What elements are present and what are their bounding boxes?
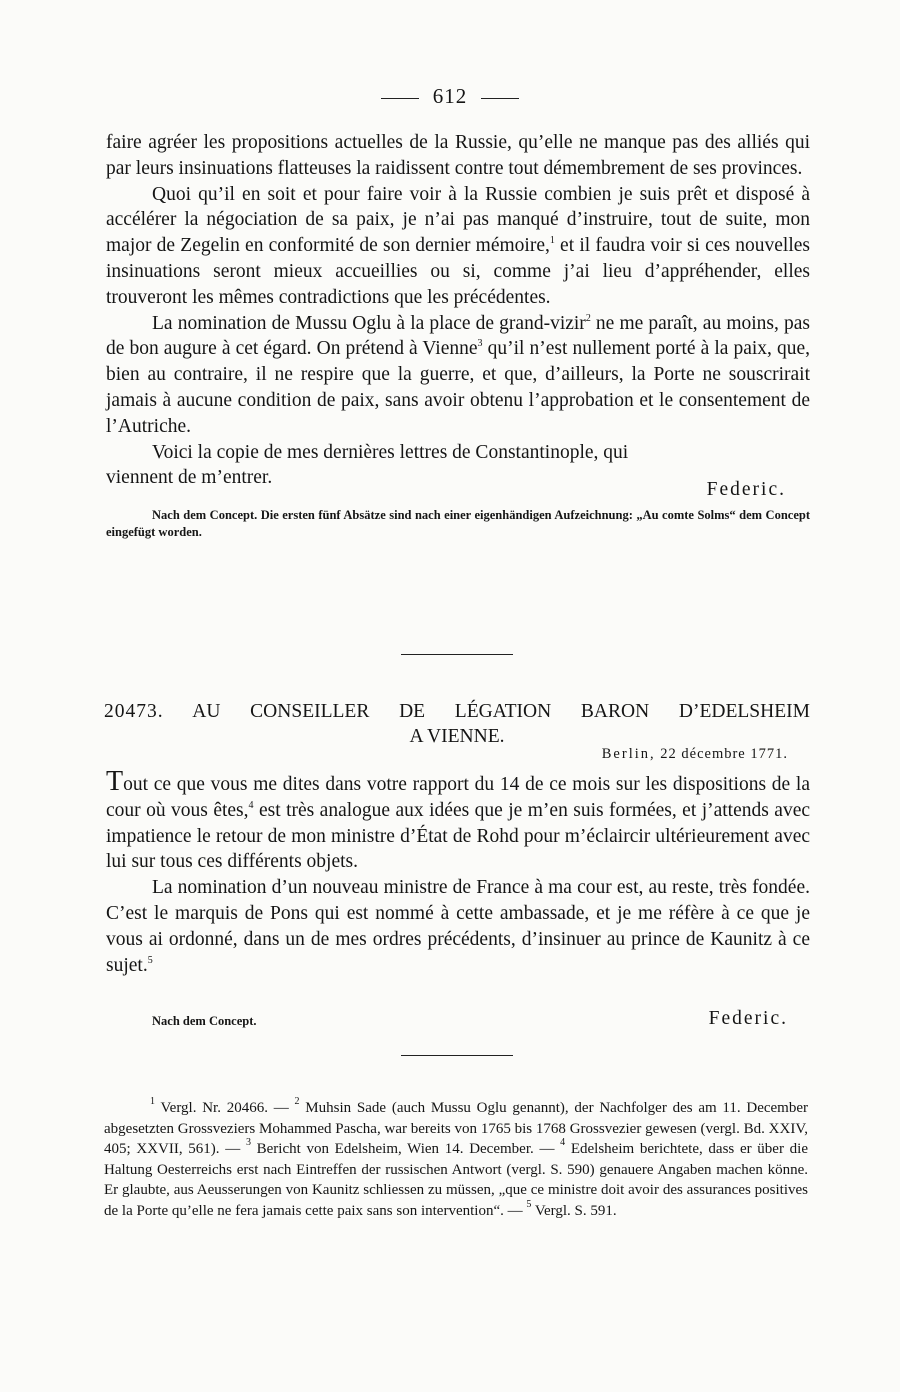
letter-destination: A VIENNE. — [409, 726, 505, 747]
footnote-mark-2: 2 — [294, 1096, 300, 1107]
closing-line — [106, 465, 810, 501]
source-note: Nach dem Concept. Die ersten fünf Absätze sind nach einer eigenhändigen Aufzeichnung: „Au comte Solms“ dem Concept eingefügt worden. — [106, 508, 810, 540]
footnote-ref-5: 5 — [147, 954, 153, 966]
footnote-2: Muhsin Sade (auch Mussu Oglu genannt), der Nachfolger des am 11. December abgesetzten Grossveziers Mohammed Pascha, war bereits von 1765 bis 1768 Grossvezier gewesen (vergl. Bd. XXIV, 405; XXVII, 561). — — [104, 1100, 809, 1157]
paragraph-4-end: viennent de m’entrer. — [106, 467, 273, 489]
signature: Federic. — [706, 479, 786, 501]
letter-number: 20473. — [104, 701, 164, 722]
page-number: 612 — [432, 84, 468, 108]
signature-2: Federic. — [708, 1008, 788, 1029]
paragraph-1: faire agréer les propositions actuelles de la Russie, qu’elle ne manque pas des alliés qui par leurs insinuations flatteuses la raidissent contre tout démembrement de ses provinces. — [106, 132, 810, 179]
paragraph-2-text-b: et il faudra voir si ces nouvelles insinuations seront mieux accueillies ou si, comme j’ai lieu d’appréhender, elles trouveront les mêmes contradictions que les précédentes. — [106, 235, 810, 308]
dateline — [602, 746, 788, 763]
paragraph-3-text-c: qu’il n’est nullement porté à la paix, que, bien au contraire, il ne respire que la guerre, et que, d’ailleurs, la Porte ne souscrirait jamais à aucune condition de paix, sans avoir obtenu l’approbation et le consentement de l’Autriche. — [106, 338, 810, 437]
letter-heading — [104, 699, 810, 749]
dateline-place: Berlin, — [601, 746, 656, 762]
letter-continuation — [106, 130, 810, 541]
header-dash-left — [381, 98, 419, 99]
dateline-date: 22 décembre 1771. — [660, 746, 788, 762]
footnotes-text — [104, 1098, 808, 1221]
letter-title: AU CONSEILLER DE LÉGATION BARON D’EDELSHEIM — [192, 701, 810, 722]
letter-paragraph-1 — [106, 766, 811, 875]
footnote-mark-3: 3 — [245, 1137, 251, 1148]
footnote-mark-1: 1 — [150, 1096, 155, 1107]
drop-cap: T — [106, 766, 124, 797]
heading-line-1 — [104, 699, 810, 724]
paragraph-2 — [106, 182, 810, 311]
footnote-ref-2: 2 — [585, 312, 591, 324]
footnote-4: Edelsheim berichtete, dass er über die Haltung Oesterreichs erst nach Eintreffen der russischen Antwort (vergl. S. 590) genauere Angaben machen könne. Er glaubte, aus Aeusserungen von Kaunitz schliessen zu müssen, „que ce ministre doit avoir des assurances positives de la Porte qu’elle ne fera jamais cette paix sans son intervention“. — — [104, 1141, 808, 1219]
page-number-header — [0, 84, 900, 109]
paragraph-4: Voici la copie de mes dernières lettres de Constantinople, qui — [152, 441, 629, 463]
paragraph-3 — [106, 311, 810, 440]
letter-paragraph-1-text-b: est très analogue aux idées que je m’en suis formées, et j’attends avec impatience le retour de mon ministre d’État de Rohd pour m’éclaircir ultérieurement avec lui sur tous ces différents objets. — [106, 799, 811, 873]
letter-paragraph-2-text: La nomination d’un nouveau ministre de France à ma cour est, au reste, très fondée. C’est le marquis de Pons qui est nommé à cette ambassade, et je me réfère à ce que je vous ai ordonné, dans un de mes ordres précédents, d’insinuer au prince de Kaunitz à ce sujet. — [106, 877, 810, 976]
footnote-divider — [401, 1055, 513, 1056]
footnote-5: Vergl. S. 591. — [531, 1202, 617, 1219]
paragraph-3-text-a: La nomination de Mussu Oglu à la place de grand-vizir — [152, 312, 586, 334]
paragraph-2-text-a: Quoi qu’il en soit et pour faire voir à la Russie combien je suis prêt et disposé à accélérer la négociation de sa paix, je n’ai pas manqué d’instruire, tout de suite, mon major de Zegelin en conformité de son dernier mémoire, — [106, 183, 810, 257]
footnote-mark-5: 5 — [526, 1198, 532, 1210]
letter-body — [106, 766, 811, 978]
footnote-3: Bericht von Edelsheim, Wien 14. December. — — [250, 1141, 561, 1157]
letter-paragraph-1-text-a: out ce que vous me dites dans votre rapport du 14 de ce mois sur les dispositions de la cour où vous êtes, — [106, 774, 810, 821]
footnote-1: Vergl. Nr. 20466. — — [155, 1100, 295, 1116]
footnotes — [104, 1098, 808, 1221]
header-dash-right — [481, 98, 519, 99]
paragraph-3-text-b: ne me paraît, au moins, pas de bon augure à cet égard. On prétend à Vienne — [106, 312, 810, 360]
footnote-ref-4: 4 — [248, 799, 254, 811]
source-note-2: Nach dem Concept. — [152, 1014, 257, 1028]
footnote-ref-1: 1 — [549, 235, 555, 247]
footnote-mark-4: 4 — [560, 1137, 566, 1148]
section-divider — [401, 654, 513, 655]
footnote-ref-3: 3 — [477, 338, 483, 350]
letter-paragraph-2 — [106, 875, 810, 978]
